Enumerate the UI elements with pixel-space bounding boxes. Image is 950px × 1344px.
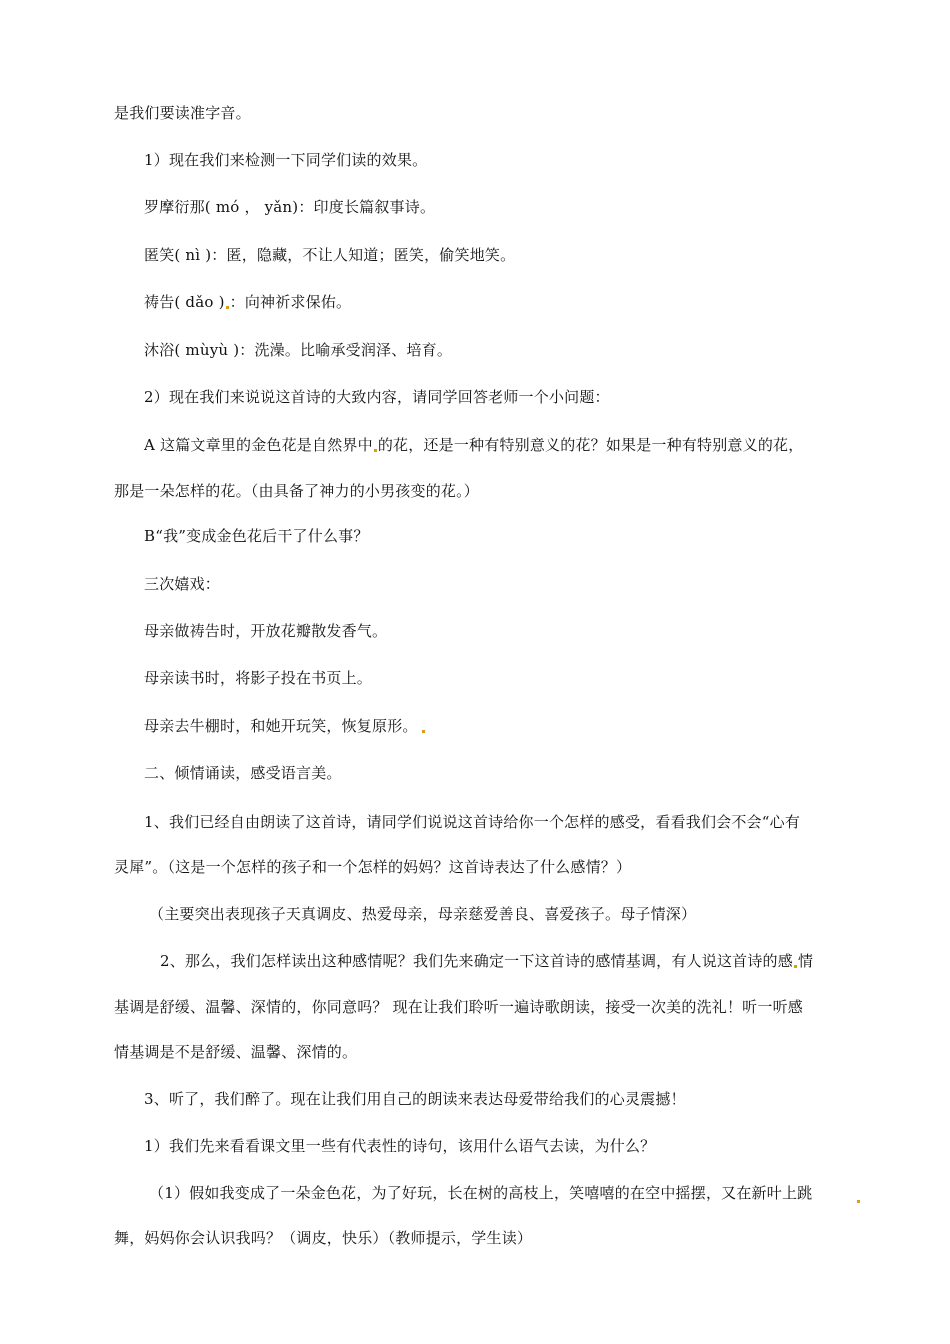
- list-item: [144, 716, 426, 736]
- vocab-term: 祷告( dǎo ): [144, 293, 225, 311]
- list-item: 母亲读书时，将影子投在书页上。: [144, 669, 373, 687]
- paragraph-line: 舞，妈妈你会认识我吗？（调皮，快乐）（教师提示，学生读）: [114, 1229, 533, 1247]
- edit-mark: [794, 965, 797, 968]
- edit-mark: [857, 1200, 860, 1203]
- paragraph-line: 1）现在我们来检测一下同学们读的效果。: [144, 151, 428, 169]
- paragraph-text-end: 情: [797, 952, 814, 970]
- section-heading: 二、倾情诵读，感受语言美。: [144, 764, 342, 782]
- paragraph-line: 那是一朵怎样的花。（由具备了神力的小男孩变的花。）: [114, 482, 480, 500]
- paragraph-line: （主要突出表现孩子天真调皮、热爱母亲，母亲慈爱善良、喜爱孩子。母子情深）: [149, 905, 697, 923]
- edit-mark: [374, 449, 377, 452]
- list-item-text: 母亲去牛棚时，和她开玩笑，恢复原形。: [144, 717, 418, 735]
- paragraph-text: 2、那么，我们怎样读出这种感情呢？我们先来确定一下这首诗的感情基调，有人说这首诗的感: [160, 952, 793, 970]
- edit-mark: [422, 730, 425, 733]
- paragraph-line: [160, 951, 813, 971]
- edit-mark: [226, 306, 229, 309]
- vocab-line: 匿笑( nì )：匿，隐藏，不让人知道；匿笑，偷笑地笑。: [144, 246, 516, 264]
- paragraph-line: 1）我们先来看看课文里一些有代表性的诗句，该用什么语气去读，为什么？: [144, 1137, 656, 1155]
- paragraph-line: [149, 1183, 812, 1203]
- paragraph-line: 3、听了，我们醉了。现在让我们用自己的朗读来表达母爱带给我们的心灵震撼！: [144, 1090, 686, 1108]
- question-line: B“我”变成金色花后干了什么事？: [144, 527, 369, 545]
- vocab-definition: ：向神祈求保佑。: [229, 293, 352, 311]
- vocab-line: [144, 292, 351, 312]
- question-line: [144, 435, 803, 455]
- question-text-b: 的花，还是一种有特别意义的花？如果是一种有特别意义的花，: [377, 436, 804, 454]
- paragraph-line: 是我们要读准字音。: [114, 104, 251, 122]
- paragraph-line: 基调是舒缓、温馨、深情的，你同意吗？ 现在让我们聆听一遍诗歌朗读，接受一次美的洗礼！听一听感: [114, 998, 803, 1016]
- list-item: 母亲做祷告时，开放花瓣散发香气。: [144, 622, 388, 640]
- paragraph-line: 1、我们已经自由朗读了这首诗，请同学们说说这首诗给你一个怎样的感受，看看我们会不会“心有: [144, 813, 801, 831]
- vocab-line: 罗摩衍那( mó ， yǎn)：印度长篇叙事诗。: [144, 198, 436, 216]
- paragraph-line: 2）现在我们来说说这首诗的大致内容，请同学回答老师一个小问题：: [144, 388, 610, 406]
- paragraph-line: 情基调是不是舒缓、温馨、深情的。: [114, 1043, 358, 1061]
- vocab-line: 沐浴( mùyù )：洗澡。比喻承受润泽、培育。: [144, 341, 453, 359]
- paragraph-text: （1）假如我变成了一朵金色花，为了好玩，长在树的高枝上，笑嘻嘻的在空中摇摆，又在新叶上跳: [149, 1184, 813, 1202]
- paragraph-line: 三次嬉戏：: [144, 575, 221, 593]
- paragraph-line: 灵犀”。（这是一个怎样的孩子和一个怎样的妈妈？这首诗表达了什么感情？）: [114, 858, 632, 876]
- question-text-a: A 这篇文章里的金色花是自然界中: [144, 436, 373, 454]
